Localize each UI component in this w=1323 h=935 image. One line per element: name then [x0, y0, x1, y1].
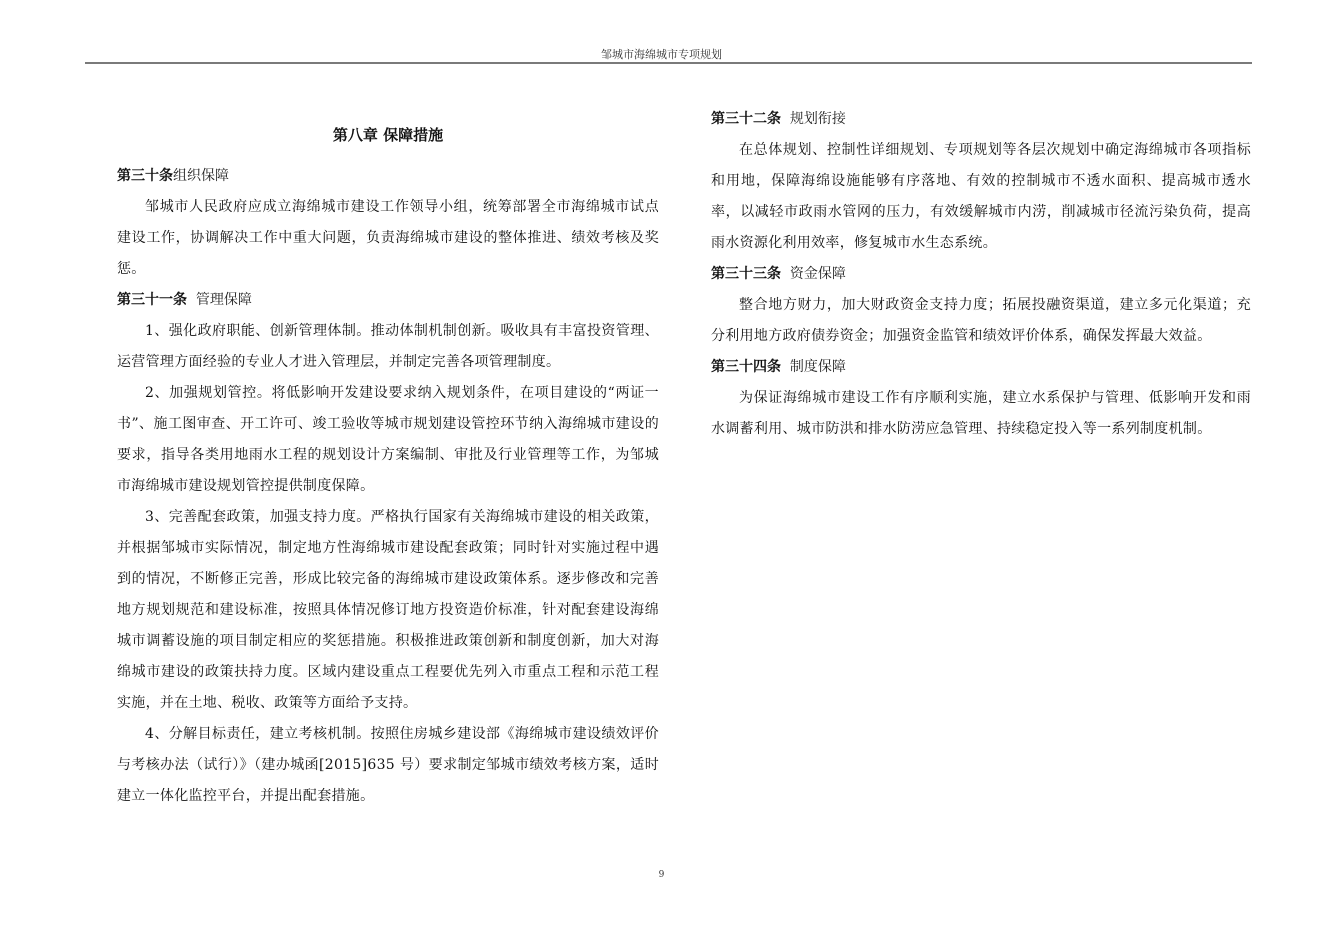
article-name: 资金保障	[789, 266, 846, 282]
left-column	[117, 115, 659, 812]
chapter-title: 第八章 保障措施	[332, 126, 444, 144]
article-number: 第三十一条	[117, 292, 187, 308]
paragraph: 整合地方财力，加大财政资金支持力度；拓展投融资渠道，建立多元化渠道；充分利用地方政府债券资金；加强资金监管和绩效评价体系，确保发挥最大效益。	[711, 297, 1251, 344]
right-column	[711, 104, 1251, 445]
paragraph: 在总体规划、控制性详细规划、专项规划等各层次规划中确定海绵城市各项指标和用地，保障海绵设施能够有序落地、有效的控制城市不透水面积、提高城市透水率，以减轻市政雨水管网的压力，有效缓解城市内涝，削减城市径流污染负荷，提高雨水资源化利用效率，修复城市水生态系统。	[711, 142, 1251, 251]
running-header-title: 邹城市海绵城市专项规划	[601, 48, 722, 61]
paragraph: 为保证海绵城市建设工作有序顺利实施，建立水系保护与管理、低影响开发和雨水调蓄利用、城市防洪和排水防涝应急管理、持续稳定投入等一系列制度机制。	[711, 390, 1251, 437]
header-divider	[85, 62, 1252, 64]
article-33-heading	[711, 259, 1251, 290]
article-34-heading	[711, 352, 1251, 383]
article-30-heading	[117, 161, 659, 192]
article-number: 第三十二条	[711, 111, 781, 127]
page-number: 9	[658, 870, 665, 880]
article-name: 组织保障	[173, 168, 229, 184]
paragraph: 2、加强规划管控。将低影响开发建设要求纳入规划条件，在项目建设的“两证一书”、施工图审查、开工许可、竣工验收等城市规划建设管控环节纳入海绵城市建设的要求，指导各类用地雨水工程的规划设计方案编制、审批及行业管理等工作，为邹城市海绵城市建设规划管控提供制度保障。	[117, 385, 659, 494]
article-number: 第三十四条	[711, 359, 781, 375]
article-name: 制度保障	[789, 359, 846, 375]
article-name: 管理保障	[195, 292, 252, 308]
article-31-heading	[117, 285, 659, 316]
paragraph: 1、强化政府职能、创新管理体制。推动体制机制创新。吸收具有丰富投资管理、运营管理方面经验的专业人才进入管理层，并制定完善各项管理制度。	[117, 323, 659, 370]
article-name: 规划衔接	[789, 111, 846, 127]
paragraph: 3、完善配套政策，加强支持力度。严格执行国家有关海绵城市建设的相关政策，并根据邹城市实际情况，制定地方性海绵城市建设配套政策；同时针对实施过程中遇到的情况，不断修正完善，形成比较完备的海绵城市建设政策体系。逐步修改和完善地方规划规范和建设标准，按照具体情况修订地方投资造价标准，针对配套建设海绵城市调蓄设施的项目制定相应的奖惩措施。积极推进政策创新和制度创新，加大对海绵城市建设的政策扶持力度。区域内建设重点工程要优先列入市重点工程和示范工程实施，并在土地、税收、政策等方面给予支持。	[117, 509, 659, 711]
article-number: 第三十条	[117, 168, 173, 184]
paragraph: 4、分解目标责任，建立考核机制。按照住房城乡建设部《海绵城市建设绩效评价与考核办法（试行）》（建办城函[2015]635 号）要求制定邹城市绩效考核方案，适时建立一体化监控平台，并提出配套措施。	[117, 726, 659, 804]
article-number: 第三十三条	[711, 266, 781, 282]
article-32-heading	[711, 104, 1251, 135]
paragraph: 邹城市人民政府应成立海绵城市建设工作领导小组，统筹部署全市海绵城市试点建设工作，协调解决工作中重大问题，负责海绵城市建设的整体推进、绩效考核及奖惩。	[117, 199, 659, 277]
